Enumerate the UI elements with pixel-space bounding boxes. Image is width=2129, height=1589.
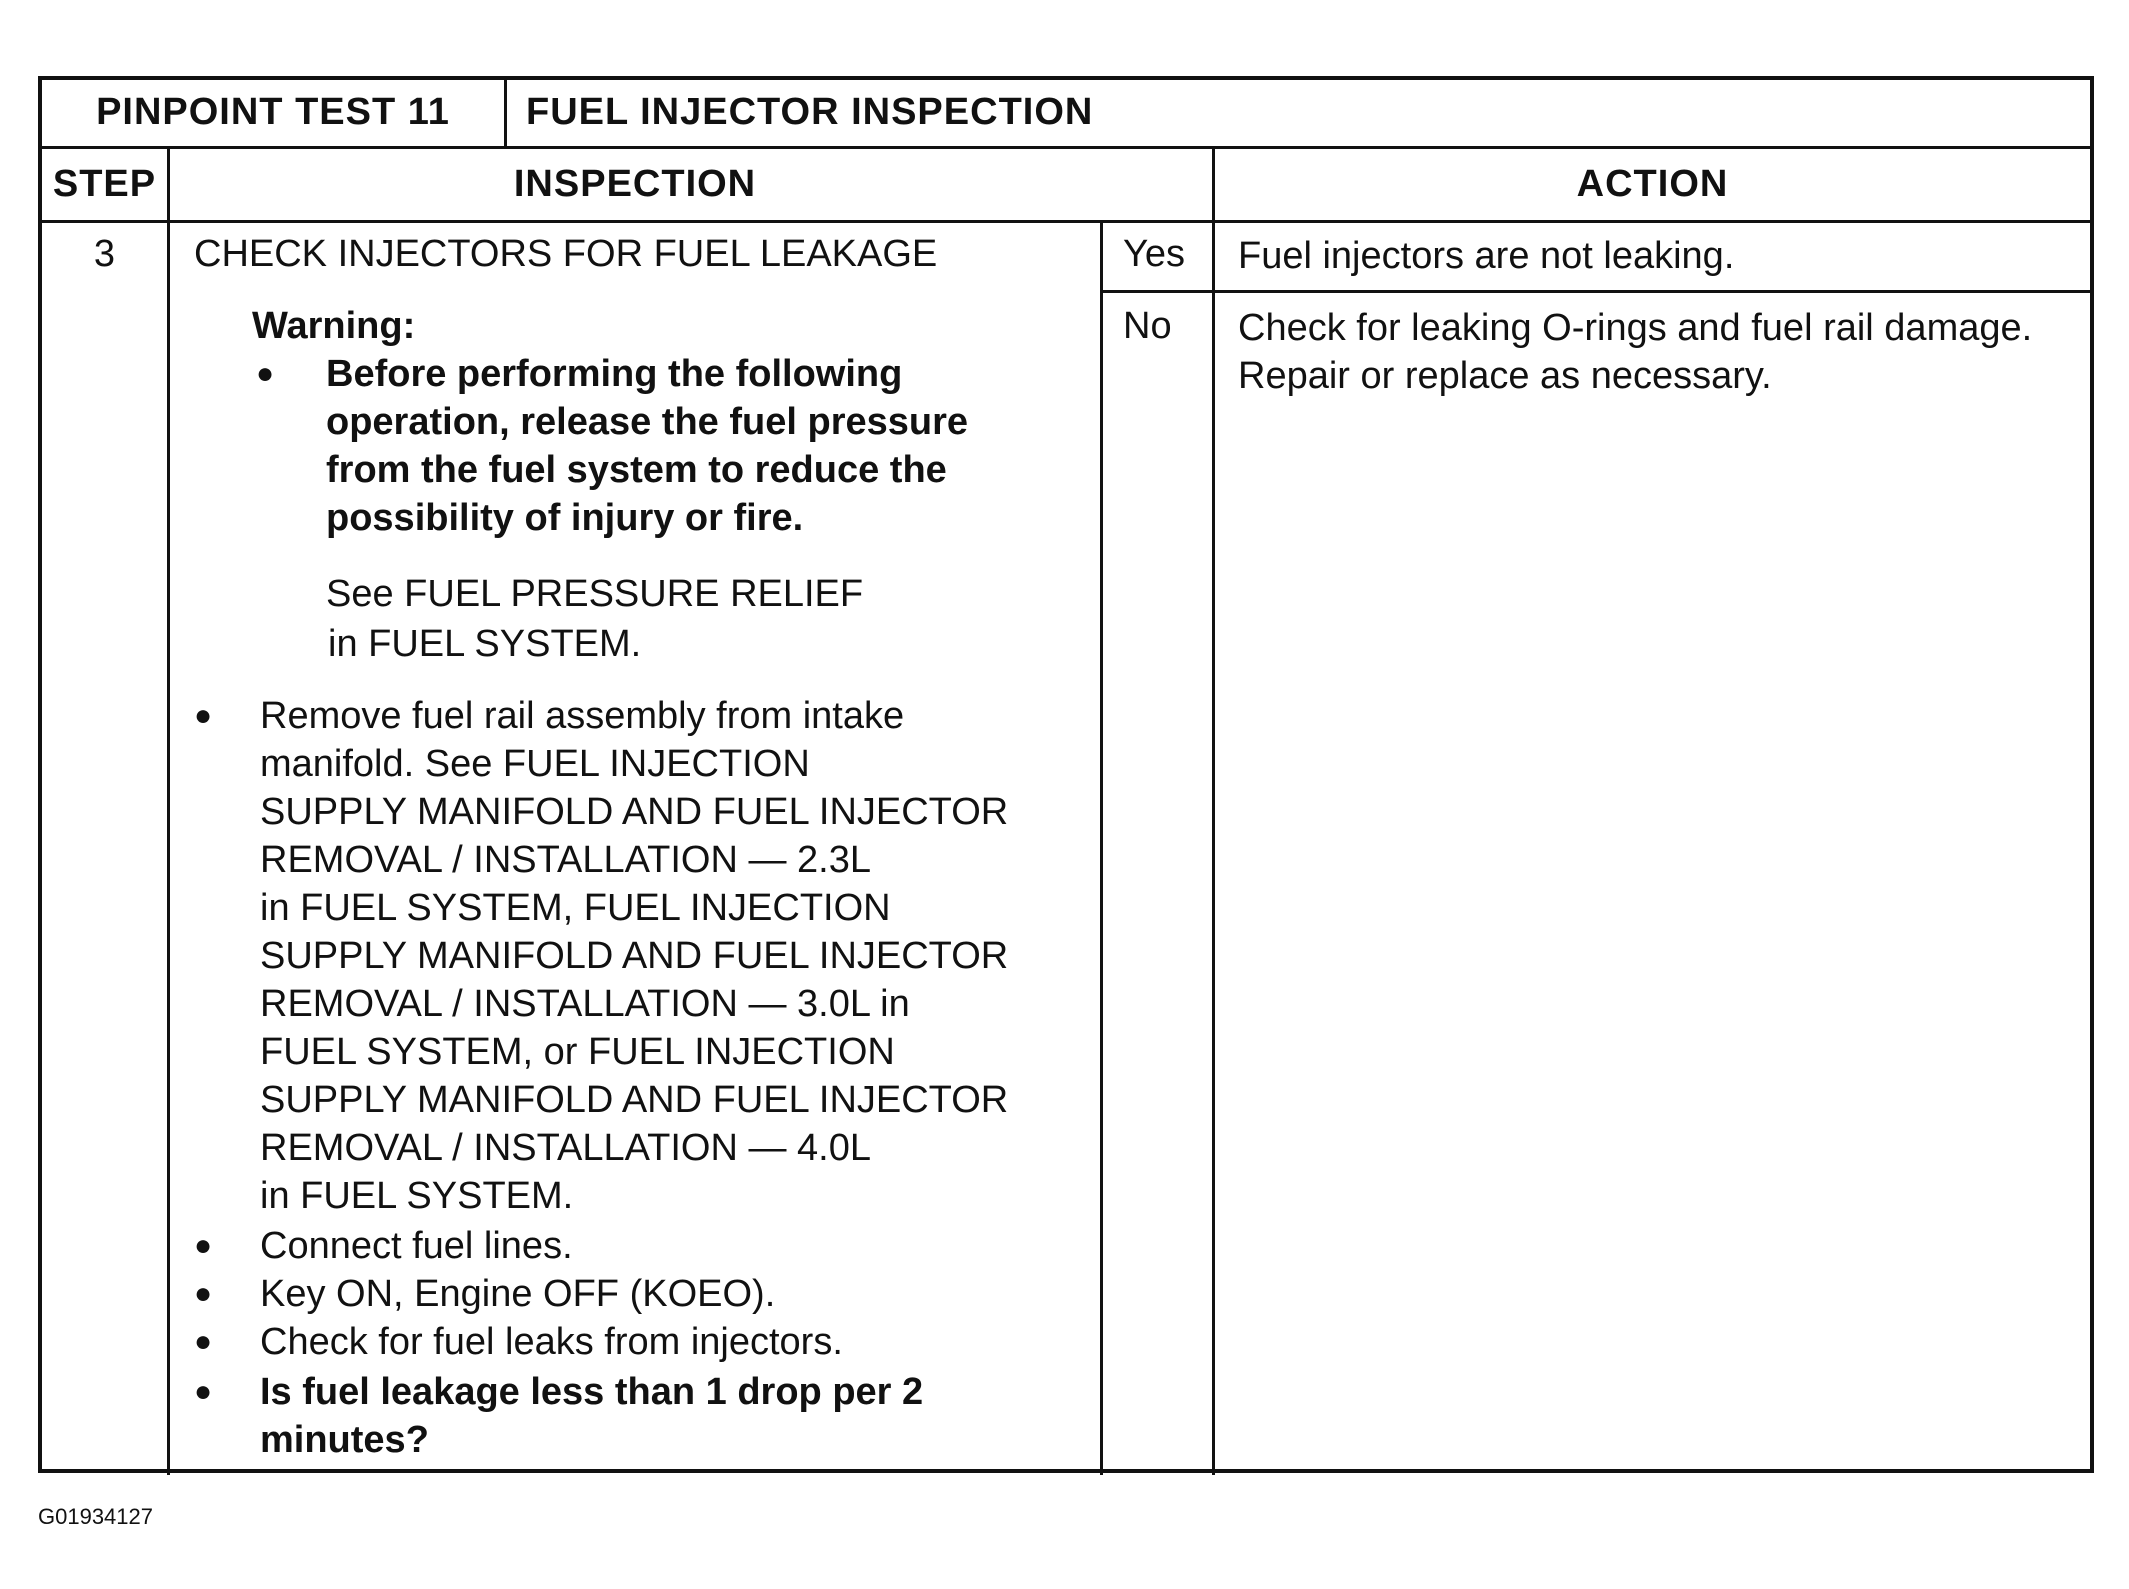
action-column-header: ACTION (1576, 163, 1729, 205)
inspection-question: minutes? (260, 1419, 429, 1461)
no-action: Check for leaking O-rings and fuel rail damage. (1238, 307, 2033, 349)
bullet-icon: ● (194, 1325, 213, 1358)
procedure-step: Key ON, Engine OFF (KOEO). (260, 1273, 776, 1315)
warning-line: Before performing the following (326, 353, 903, 395)
yes-label: Yes (1123, 233, 1185, 275)
bullet-icon: ● (194, 1229, 213, 1262)
figure-id: G01934127 (38, 1504, 153, 1529)
warning-line: operation, release the fuel pressure (326, 401, 969, 443)
step-column-divider (167, 146, 170, 1475)
test-label: PINPOINT TEST 11 (96, 91, 450, 133)
warning-label: Warning: (252, 305, 416, 347)
yes-no-divider (1100, 290, 2090, 293)
procedure-line: REMOVAL / INSTALLATION — 4.0L (260, 1127, 871, 1169)
pinpoint-test-table (38, 76, 2094, 1473)
see-reference: See FUEL PRESSURE RELIEF (326, 573, 864, 615)
header-divider (42, 146, 2090, 149)
bullet-icon: ● (194, 699, 213, 732)
no-action: Repair or replace as necessary. (1238, 355, 1772, 397)
procedure-line: manifold. See FUEL INJECTION (260, 743, 810, 785)
column-header-divider (42, 220, 2090, 223)
inspection-column-header: INSPECTION (513, 163, 757, 205)
procedure-line: SUPPLY MANIFOLD AND FUEL INJECTOR (260, 1079, 1009, 1121)
procedure-step: Connect fuel lines. (260, 1225, 573, 1267)
procedure-line: REMOVAL / INSTALLATION — 2.3L (260, 839, 871, 881)
inspection-column-divider (1100, 220, 1103, 1475)
procedure-line: SUPPLY MANIFOLD AND FUEL INJECTOR (260, 791, 1009, 833)
bullet-icon: ● (194, 1277, 213, 1310)
check-title: CHECK INJECTORS FOR FUEL LEAKAGE (194, 233, 938, 275)
procedure-line: in FUEL SYSTEM. (260, 1175, 574, 1217)
warning-line: from the fuel system to reduce the (326, 449, 947, 491)
title-divider (504, 80, 507, 146)
inspection-question: Is fuel leakage less than 1 drop per 2 (260, 1371, 924, 1413)
test-title: FUEL INJECTOR INSPECTION (526, 91, 1094, 133)
step-number: 3 (93, 233, 116, 275)
see-reference: in FUEL SYSTEM. (328, 623, 642, 665)
procedure-line: in FUEL SYSTEM, FUEL INJECTION (260, 887, 891, 929)
procedure-step: Check for fuel leaks from injectors. (260, 1321, 843, 1363)
procedure-line: FUEL SYSTEM, or FUEL INJECTION (260, 1031, 895, 1073)
procedure-line: SUPPLY MANIFOLD AND FUEL INJECTOR (260, 935, 1009, 977)
step-column-header: STEP (52, 163, 157, 205)
no-label: No (1123, 305, 1172, 347)
action-column-divider (1212, 146, 1215, 1475)
warning-bullet: ● (256, 357, 275, 390)
yes-action: Fuel injectors are not leaking. (1238, 235, 1735, 277)
bullet-icon: ● (194, 1375, 213, 1408)
procedure-line: Remove fuel rail assembly from intake (260, 695, 905, 737)
warning-line: possibility of injury or fire. (326, 497, 804, 539)
procedure-line: REMOVAL / INSTALLATION — 3.0L in (260, 983, 910, 1025)
